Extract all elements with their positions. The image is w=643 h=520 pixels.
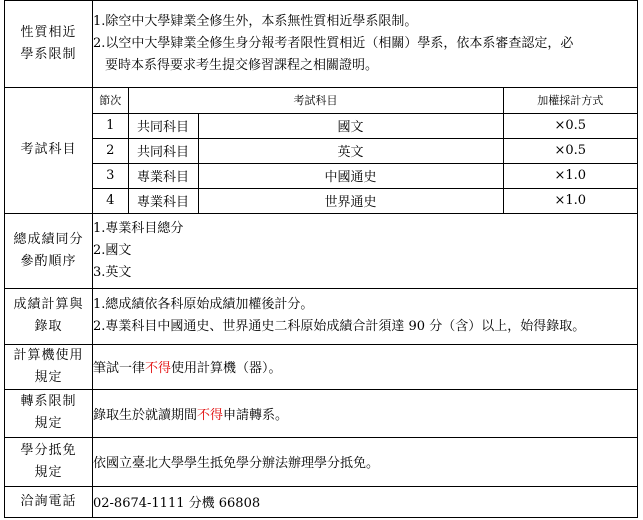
exam-row: [93, 138, 637, 163]
exam-header-row: [93, 88, 637, 113]
row-credit-waiver: [5, 437, 638, 486]
exam-weight: ×0.5: [503, 138, 637, 163]
exam-type: 專業科目: [128, 188, 198, 213]
label-line: 計算機使用: [13, 347, 84, 363]
label-line: 轉系限制: [20, 394, 77, 409]
tiebreak-item: 2.國文: [93, 242, 132, 258]
label-transfer: [5, 389, 93, 437]
row-tiebreak: [5, 213, 638, 288]
label-similar-department: [5, 1, 93, 88]
label-credit-waiver: [5, 437, 93, 486]
rule-line-1: 1.除空中大學肄業全修生外，本系無性質相近學系限制。: [93, 14, 418, 29]
rules-table: [4, 0, 638, 518]
exam-name: 中國通史: [198, 163, 503, 188]
label-contact: 洽詢電話: [5, 486, 93, 517]
content-tiebreak: [93, 213, 638, 288]
label-calculator: [5, 344, 93, 389]
exam-type: 共同科目: [128, 113, 198, 138]
calc-line-2: 2.專業科目中國通史、世界通史二科原始成績合計須達 90 分（含）以上，始得錄取。: [93, 319, 586, 334]
exam-subjects-table: [93, 88, 637, 213]
exam-weight: ×1.0: [503, 163, 637, 188]
transfer-text-before: 錄取生於就讀期間: [93, 407, 198, 423]
label-line: 總成績同分: [13, 231, 84, 247]
contact-phone: 02-8674-1111 分機 66808: [93, 486, 638, 517]
exam-name: 國文: [198, 113, 503, 138]
content-score-calculation: [93, 288, 638, 344]
label-line: 學系限制: [20, 47, 77, 62]
label-line: 學分抵免: [20, 442, 77, 458]
label-line: 參酌順序: [20, 253, 77, 269]
label-line: 性質相近: [20, 25, 77, 40]
content-calculator: [93, 344, 638, 389]
tiebreak-item: 1.專業科目總分: [93, 220, 184, 236]
content-transfer: [93, 389, 638, 437]
exam-name: 世界通史: [198, 188, 503, 213]
label-line: 成績計算與: [13, 297, 84, 312]
label-exam-subjects: 考試科目: [5, 88, 93, 214]
row-score-calculation: [5, 288, 638, 344]
exam-no: 3: [93, 163, 128, 188]
row-contact: [5, 486, 638, 517]
exam-weight: ×0.5: [503, 113, 637, 138]
header-session: 節次: [93, 88, 128, 113]
exam-no: 4: [93, 188, 128, 213]
exam-no: 2: [93, 138, 128, 163]
exam-row: [93, 188, 637, 213]
row-similar-department: [5, 1, 638, 88]
exam-no: 1: [93, 113, 128, 138]
label-line: 規定: [34, 464, 63, 480]
calculator-text-after: 使用計算機（器）。: [171, 361, 282, 376]
exam-row: [93, 113, 637, 138]
label-tiebreak: [5, 213, 93, 288]
exam-subjects-cell: [93, 88, 638, 214]
content-similar-department: [93, 1, 638, 88]
header-weight: 加權採計方式: [503, 88, 637, 113]
transfer-prohibited-mark: 不得: [197, 407, 224, 423]
header-subject: 考試科目: [128, 88, 503, 113]
exam-row: [93, 163, 637, 188]
exam-type: 專業科目: [128, 163, 198, 188]
exam-name: 英文: [198, 138, 503, 163]
calculator-prohibited-mark: 不得: [145, 361, 172, 376]
row-calculator: [5, 344, 638, 389]
row-exam-subjects: [5, 88, 638, 214]
admission-rules-table: [4, 0, 637, 513]
exam-weight: ×1.0: [503, 188, 637, 213]
exam-type: 共同科目: [128, 138, 198, 163]
transfer-text-after: 申請轉系。: [223, 407, 289, 423]
label-score-calculation: [5, 288, 93, 344]
label-line: 規定: [34, 369, 63, 385]
tiebreak-item: 3.英文: [93, 264, 132, 280]
content-credit-waiver: 依國立臺北大學學生抵免學分辦法辦理學分抵免。: [93, 437, 638, 486]
label-line: 錄取: [34, 319, 63, 334]
row-transfer: [5, 389, 638, 437]
calculator-text-before: 筆試一律: [93, 361, 146, 376]
rule-line-2: 2.以空中大學肄業全修生身分報考者限性質相近（相關）學系，依本系審查認定，必: [93, 36, 574, 51]
rule-line-3: 要時本系得要求考生提交修習課程之相關證明。: [105, 58, 379, 73]
label-line: 規定: [34, 416, 63, 431]
calc-line-1: 1.總成績依各科原始成績加權後計分。: [93, 297, 314, 312]
